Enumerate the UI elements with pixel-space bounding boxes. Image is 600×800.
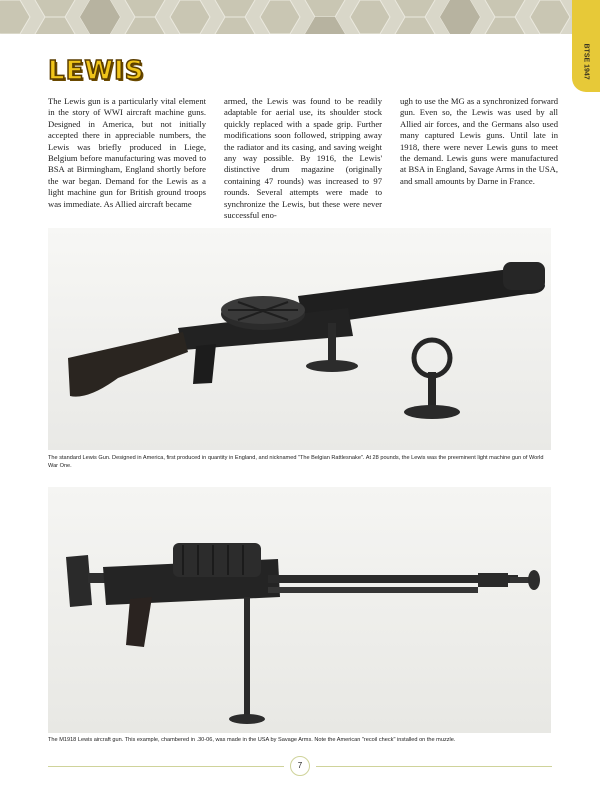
footer-rule-right <box>316 766 552 767</box>
body-column-3: ugh to use the MG as a synchronized forward gun. Even so, the Lewis was used by all Allied air forces, and the Germans also used many captured Lewis guns. Until late in 1918, there were never Lewis guns to meet the demand. Lewis guns were manufactured at BSA in England, Savage Arms in the USA, and small amounts by Darne in France. <box>400 96 558 186</box>
body-column-2: armed, the Lewis was found to be readily adaptable for aerial use, its shoulder stock quickly replaced with a spade grip. Further modifications soon followed, stripping away the radiator and its casing, and saving weight any way possible. By 1916, the Lewis' distinctive drum magazine (originally containing 47 rounds) was increased to 97 rounds. Several attempts were made to synchronize the Lewis, but these were never successful eno- <box>224 96 382 221</box>
figure-caption-2: The M1918 Lewis aircraft gun. This example, chambered in .30-06, was made in the USA by Savage Arms. Note the American "recoil check" installed on the muzzle. <box>48 737 456 743</box>
page-number: 7 <box>290 756 310 776</box>
m1918-lewis-photo <box>48 487 551 733</box>
lewis-gun-photo <box>48 228 551 450</box>
page-title: LEWIS <box>48 56 145 86</box>
section-tab-label: BTSE 1947 <box>582 43 590 80</box>
hex-pattern-header <box>0 0 600 34</box>
figure-caption-1: The standard Lewis Gun. Designed in America, first produced in quantity in England, and nicknamed "The Belgian Rattlesnake". At 28 pounds, the Lewis was the preeminent light machine gun of World War One. <box>48 455 544 469</box>
body-text <box>48 96 558 221</box>
body-column-1: The Lewis gun is a particularly vital element in the story of WWI aircraft machine guns. Designed in America, but not initially accepted there in appreciable numbers, the Lewis was briefly produced in Liege, Belgium before manufacturing was moved to BSA at Birmingham, England shortly before the war began. Demand for the Lewis as a light machine gun for British ground troops was immediate. As Allied aircraft became <box>48 96 206 209</box>
footer-rule-left <box>48 766 284 767</box>
section-tab <box>572 0 600 92</box>
